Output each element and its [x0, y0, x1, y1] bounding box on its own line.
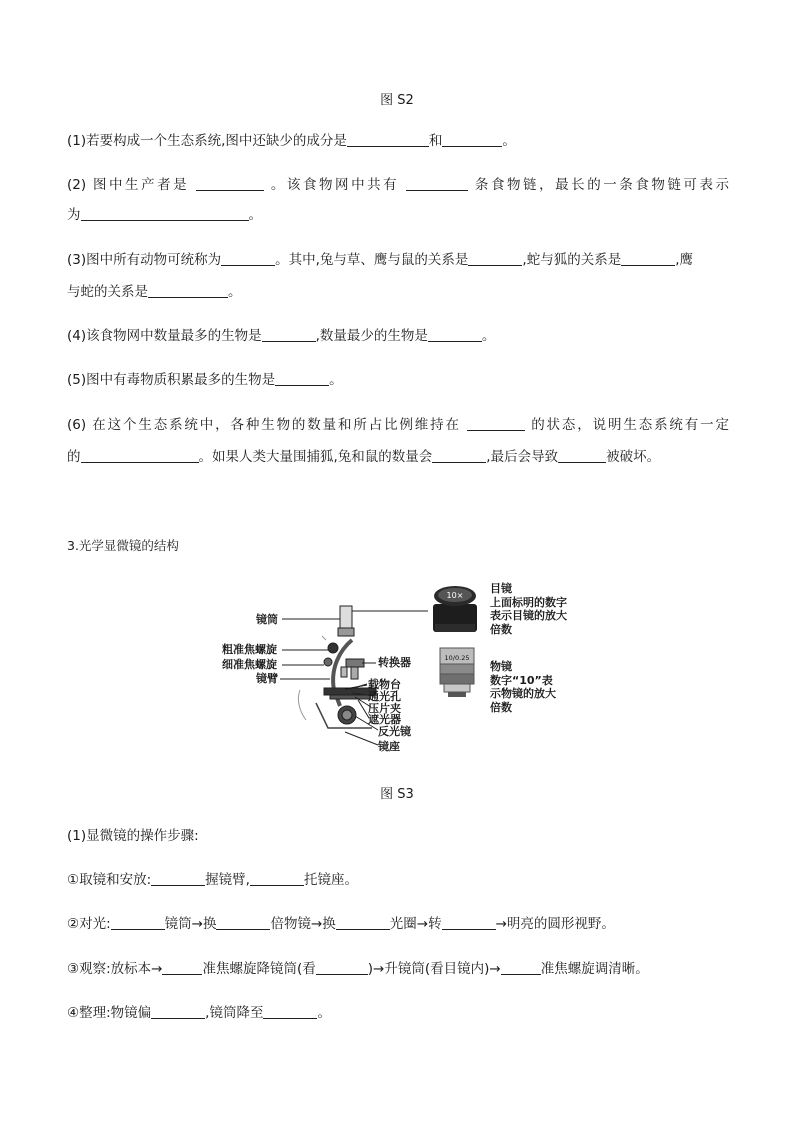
label-light-hole: 通光孔 [368, 690, 401, 703]
arrow-icon: → [416, 916, 429, 932]
label-tube: 镜筒 [256, 613, 278, 626]
label-diaphragm: 遮光器 [368, 713, 401, 726]
answer-blank[interactable] [442, 915, 496, 930]
label-fine-focus: 细准焦螺旋 [222, 658, 277, 671]
answer-blank[interactable] [336, 915, 390, 930]
answer-blank[interactable] [162, 960, 202, 975]
question-3-line-1: (3)图中所有动物可统称为 。其中,兔与草、鹰与鼠的关系是 ,蛇与狐的关系是 ,鹰 [67, 252, 694, 268]
label-converter: 转换器 [378, 656, 411, 669]
step-1: ①取镜和安放: 握镜臂, 托镜座。 [67, 872, 358, 888]
label-coarse-focus: 粗准焦螺旋 [222, 643, 277, 656]
step-2: ②对光: 镜筒→换 倍物镜→换 光圈→转 →明亮的圆形视野。 [67, 916, 615, 932]
answer-blank[interactable] [216, 915, 270, 930]
question-2-line-1: (2) 图中生产者是 。该食物网中共有 条食物链，最长的一条食物链可表示 [67, 177, 730, 193]
question-1: (1)若要构成一个生态系统,图中还缺少的成分是 和 。 [67, 133, 516, 149]
eyepiece-description: 目镜 上面标明的数字 表示目镜的放大 倍数 [490, 582, 567, 636]
label-arm: 镜臂 [256, 672, 278, 685]
question-6-line-1: (6) 在这个生态系统中，各种生物的数量和所占比例维持在 的状态，说明生态系统有一定 [67, 417, 730, 433]
arrow-icon: → [310, 916, 323, 932]
label-stage: 载物台 [368, 678, 401, 691]
figure-s2-caption: 图 S2 [380, 93, 414, 108]
answer-blank[interactable] [263, 1004, 317, 1019]
arrow-icon: → [489, 961, 501, 977]
objective-mark: 10/0.25 [444, 654, 470, 662]
question-3-line-2: 与蛇的关系是 。 [67, 284, 242, 300]
answer-blank[interactable] [151, 871, 205, 886]
arrow-icon: → [373, 961, 385, 977]
question-6-line-2: 的 。如果人类大量围捕狐,兔和鼠的数量会 ,最后会导致 被破坏。 [67, 449, 661, 465]
answer-blank[interactable] [316, 960, 368, 975]
eyepiece-illustration [433, 586, 477, 632]
question-5: (5)图中有毒物质积累最多的生物是 。 [67, 372, 343, 388]
label-stage-clip: 压片夹 [368, 702, 401, 715]
step-3: ③观察:放标本→ 准焦螺旋降镜筒(看 )→升镜筒(看目镜内)→ 准焦螺旋调清晰。 [67, 961, 649, 977]
answer-blank[interactable] [501, 960, 541, 975]
arrow-icon: → [495, 916, 507, 932]
label-base: 镜座 [378, 740, 400, 753]
figure-s3-caption: 图 S3 [380, 787, 414, 802]
step-4: ④整理:物镜偏 ,镜筒降至 。 [67, 1005, 331, 1021]
arrow-icon: → [151, 961, 163, 977]
eyepiece-mark: 10× [446, 591, 464, 600]
operation-title: (1)显微镜的操作步骤: [67, 828, 199, 844]
objective-illustration [440, 648, 474, 697]
label-mirror: 反光镜 [378, 725, 411, 738]
question-2-line-2: 为 。 [67, 207, 262, 223]
arrow-icon: → [191, 916, 203, 932]
answer-blank[interactable] [151, 1004, 205, 1019]
question-4: (4)该食物网中数量最多的生物是 ,数量最少的生物是 。 [67, 328, 496, 344]
section-3-title: 3.光学显微镜的结构 [67, 538, 179, 553]
answer-blank[interactable] [250, 871, 304, 886]
objective-description: 物镜 数字“10”表 示物镜的放大 倍数 [490, 660, 556, 714]
answer-blank[interactable] [111, 915, 165, 930]
